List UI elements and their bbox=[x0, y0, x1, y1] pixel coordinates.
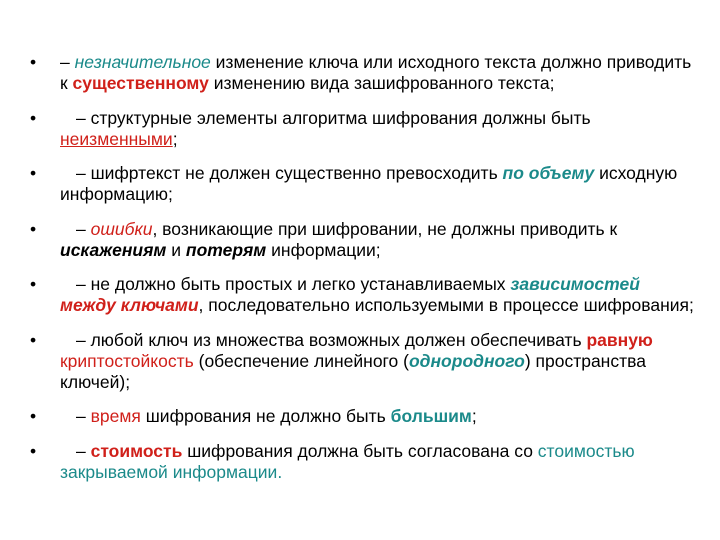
item-text: шифрования должна быть согласована со bbox=[182, 440, 538, 461]
bullet-icon: • bbox=[30, 163, 37, 183]
item-text: – bbox=[76, 218, 91, 239]
item-text: ; bbox=[471, 406, 477, 426]
list-item bbox=[30, 330, 700, 393]
item-text: шифрования не должно быть bbox=[140, 406, 391, 426]
emphasis-text: стоимость bbox=[90, 440, 183, 461]
emphasis-text: по объему bbox=[502, 163, 595, 183]
bullet-icon: • bbox=[30, 107, 37, 128]
list-item bbox=[30, 406, 700, 427]
item-text: и bbox=[166, 239, 186, 260]
item-text: изменению вида зашифрованного текста; bbox=[208, 73, 555, 93]
emphasis-text: незначительное bbox=[74, 52, 211, 72]
item-text: , возникающие при шифровании, не должны приводить к bbox=[152, 218, 618, 239]
list-item bbox=[30, 52, 700, 94]
bullet-icon: • bbox=[30, 52, 37, 72]
emphasis-text: однородного bbox=[408, 350, 525, 371]
item-text: ) пространства ключей); bbox=[60, 350, 646, 392]
item-text: – шифртекст не должен существенно превосходить bbox=[76, 163, 503, 183]
emphasis-text: криптостойкость bbox=[60, 350, 194, 371]
bullet-icon: • bbox=[30, 329, 37, 350]
bullet-icon: • bbox=[30, 440, 37, 461]
list-item bbox=[30, 441, 700, 483]
emphasis-text: между ключами bbox=[60, 295, 199, 315]
emphasis-text: зависимостей bbox=[510, 274, 640, 294]
item-text: изменение ключа или исходного текста должно приводить к bbox=[60, 52, 692, 93]
emphasis-text: ошибки bbox=[90, 218, 153, 239]
emphasis-text: равную bbox=[586, 329, 653, 350]
emphasis-text: потерям bbox=[185, 239, 267, 260]
list-item bbox=[30, 274, 700, 316]
emphasis-text: время bbox=[90, 406, 141, 426]
item-text: информации; bbox=[266, 239, 381, 260]
item-text: , последовательно используемыми в процессе шифрования; bbox=[198, 295, 694, 315]
item-text: исходную информацию; bbox=[60, 163, 678, 204]
emphasis-text: неизменными bbox=[60, 128, 173, 149]
list-item bbox=[30, 163, 700, 205]
item-text: – bbox=[76, 406, 91, 426]
item-text: ; bbox=[172, 128, 178, 149]
bullet-icon: • bbox=[30, 406, 37, 426]
item-text: – структурные элементы алгоритма шифрования должны быть bbox=[76, 107, 591, 128]
requirements-list bbox=[30, 52, 700, 496]
emphasis-text: стоимостью закрываемой информации. bbox=[60, 440, 635, 482]
bullet-icon: • bbox=[30, 274, 37, 294]
item-text: – любой ключ из множества возможных должен обеспечивать bbox=[76, 329, 587, 350]
item-text: – bbox=[76, 440, 91, 461]
emphasis-text: большим bbox=[390, 406, 472, 426]
item-text: – не должно быть простых и легко устанавливаемых bbox=[76, 274, 511, 294]
item-text: – bbox=[60, 52, 75, 72]
bullet-icon: • bbox=[30, 218, 37, 239]
item-text: (обеспечение линейного ( bbox=[193, 350, 409, 371]
list-item bbox=[30, 108, 700, 150]
list-item bbox=[30, 219, 700, 261]
emphasis-text: существенному bbox=[72, 73, 209, 93]
emphasis-text: искажениям bbox=[60, 239, 167, 260]
